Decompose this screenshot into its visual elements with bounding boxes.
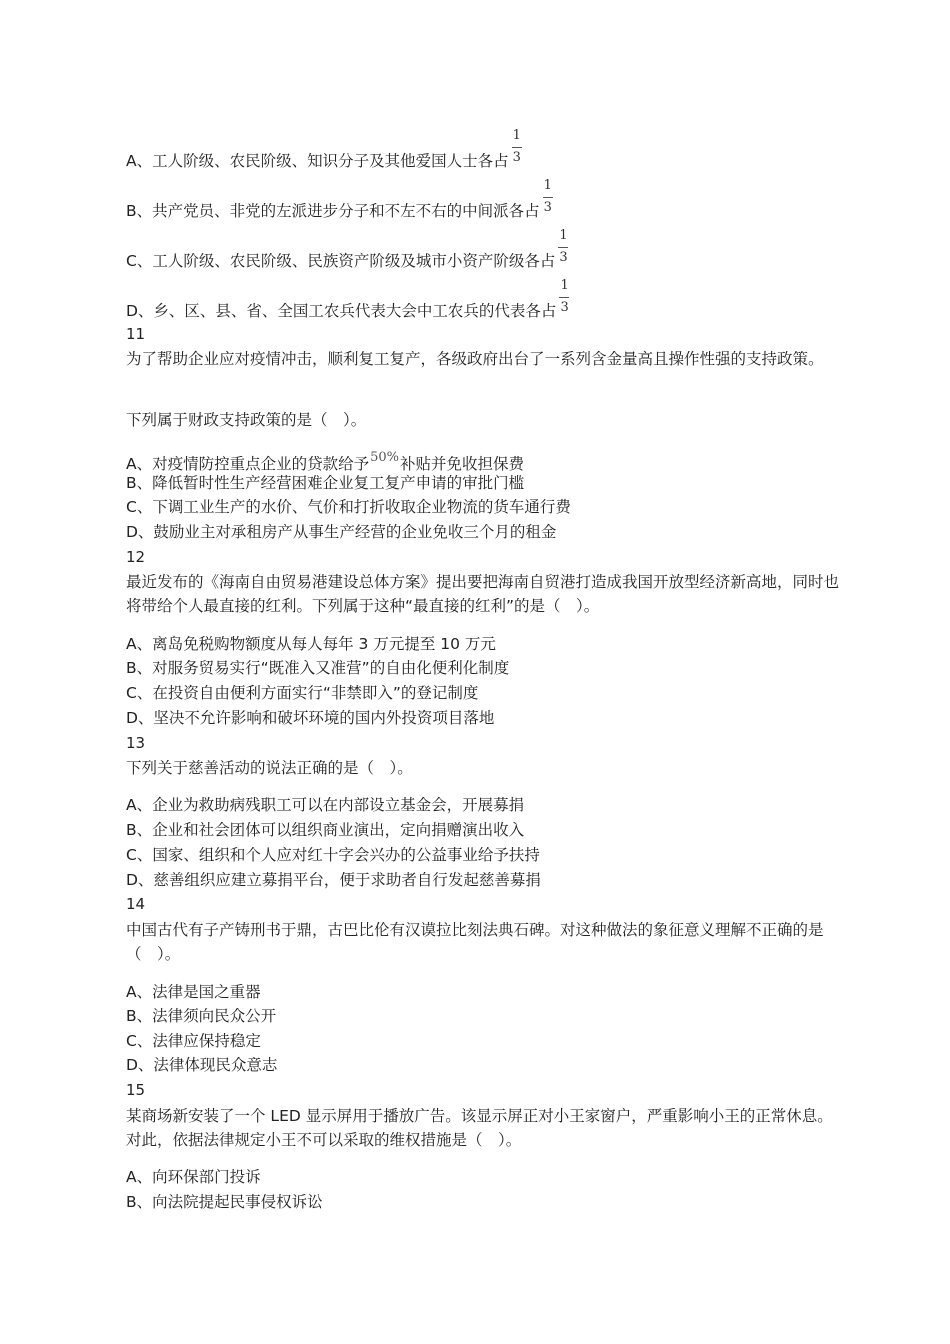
- q10-option-c: [126, 228, 846, 272]
- q14-stem: 中国古代有子产铸刑书于鼎，古巴比伦有汉谟拉比刻法典石碑。对这种做法的象征意义理解不正确的是（ ）。: [126, 921, 824, 963]
- q10-option-a: [126, 128, 846, 172]
- q13-option-d: D、慈善组织应建立募捐平台，便于求助者自行发起慈善募捐: [126, 871, 541, 889]
- q14-option-b: B、法律须向民众公开: [126, 1007, 277, 1025]
- q13-option-a: A、企业为救助病残职工可以在内部设立基金会，开展募捐: [126, 796, 525, 814]
- q15-number: 15: [126, 1081, 146, 1099]
- fraction-one-third: $\frac{1}{3}$: [559, 228, 568, 265]
- q12-option-b: B、对服务贸易实行“既准入又准营”的自由化便利化制度: [126, 659, 510, 677]
- percent-superscript: 50%: [370, 450, 400, 465]
- q11-question: 下列属于财政支持政策的是（ ）。: [126, 411, 367, 429]
- q10-option-d-text: D、乡、区、县、省、全国工农兵代表大会中工农兵的代表各占: [126, 302, 557, 320]
- q12-stem: 最近发布的《海南自由贸易港建设总体方案》提出要把海南自贸港打造成我国开放型经济新高地，同时也将带给个人最直接的红利。下列属于这种“最直接的红利”的是（ ）。: [126, 573, 840, 615]
- q12-option-a: A、离岛免税购物额度从每人每年 3 万元提至 10 万元: [126, 635, 496, 653]
- q11-option-c: C、下调工业生产的水价、气价和打折收取企业物流的货车通行费: [126, 498, 571, 516]
- q11-option-b: B、降低暂时性生产经营困难企业复工复产申请的审批门槛: [126, 474, 525, 492]
- q15-option-b: B、向法院提起民事侵权诉讼: [126, 1193, 323, 1211]
- q14-option-a: A、法律是国之重器: [126, 983, 261, 1001]
- q14-option-c: C、法律应保持稳定: [126, 1032, 261, 1050]
- fraction-one-third: $\frac{1}{3}$: [543, 178, 552, 215]
- q10-option-c-text: C、工人阶级、农民阶级、民族资产阶级及城市小资产阶级各占: [126, 252, 556, 270]
- q15-stem: 某商场新安装了一个 LED 显示屏用于播放广告。该显示屏正对小王家窗户，严重影响小王的正常休息。对此，依据法律规定小王不可以采取的维权措施是（ ）。: [126, 1107, 833, 1149]
- q14-number: 14: [126, 895, 146, 913]
- q12-number: 12: [126, 548, 146, 566]
- q13-number: 13: [126, 734, 146, 752]
- q15-option-a: A、向环保部门投诉: [126, 1168, 261, 1186]
- q10-option-a-text: A、工人阶级、农民阶级、知识分子及其他爱国人士各占: [126, 152, 509, 170]
- q10-option-b: [126, 178, 846, 222]
- q10-option-d: [126, 278, 846, 322]
- fraction-one-third: $\frac{1}{3}$: [560, 278, 569, 315]
- q11-option-d: D、鼓励业主对承租房产从事生产经营的企业免收三个月的租金: [126, 523, 557, 541]
- fraction-one-third: $\frac{1}{3}$: [512, 128, 521, 165]
- q11-stem: 为了帮助企业应对疫情冲击，顺利复工复产，各级政府出台了一系列含金量高且操作性强的支持政策。: [126, 350, 824, 368]
- q13-option-c: C、国家、组织和个人应对红十字会兴办的公益事业给予扶持: [126, 846, 540, 864]
- q12-option-c: C、在投资自由便利方面实行“非禁即入”的登记制度: [126, 684, 479, 702]
- q13-stem: 下列关于慈善活动的说法正确的是（ ）。: [126, 759, 413, 777]
- q14-option-d: D、法律体现民众意志: [126, 1056, 278, 1074]
- q12-option-d: D、坚决不允许影响和破坏环境的国内外投资项目落地: [126, 709, 495, 727]
- q10-option-b-text: B、共产党员、非党的左派进步分子和不左不右的中间派各占: [126, 202, 540, 220]
- q13-option-b: B、企业和社会团体可以组织商业演出，定向捐赠演出收入: [126, 821, 525, 839]
- q11-option-a: A、对疫情防控重点企业的贷款给予50%补贴并免收担保费: [126, 453, 846, 477]
- q11-number: 11: [126, 325, 146, 343]
